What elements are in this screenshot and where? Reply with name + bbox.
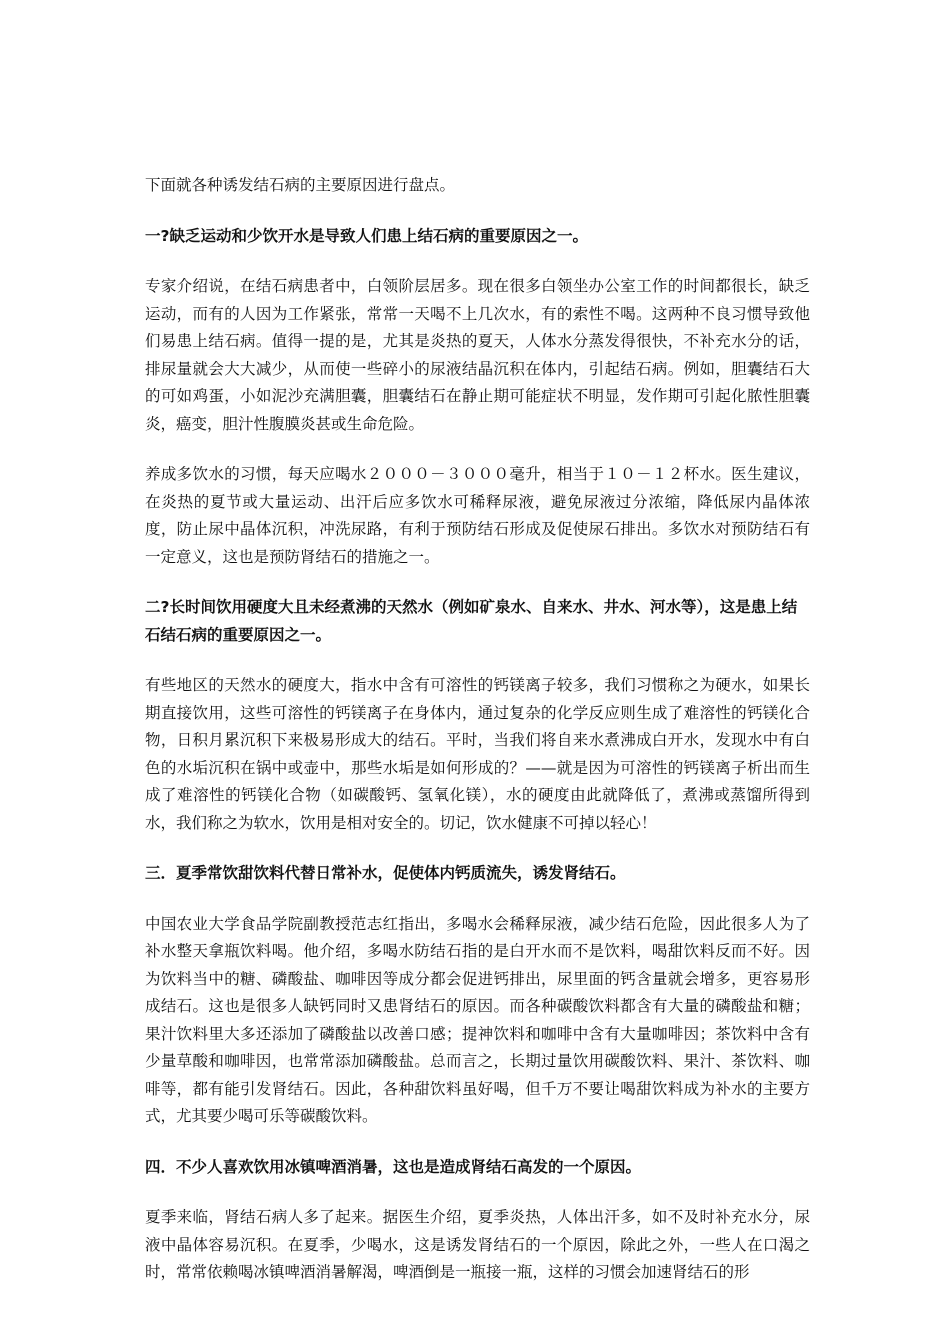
section-4-heading: 四．不少人喜欢饮用冰镇啤酒消暑，这也是造成肾结石高发的一个原因。 bbox=[145, 1157, 642, 1176]
section-4-paragraph-1: 夏季来临，肾结石病人多了起来。据医生介绍，夏季炎热，人体出汗多，如不及时补充水分，尿液中晶体容易沉积。在夏季，少喝水，这是诱发肾结石的一个原因，除此之外，一些人在口渴之时，常常依赖喝冰镇啤酒消暑解渴，啤酒倒是一瓶接一瓶，这样的习惯会加速肾结石的形 bbox=[145, 1208, 810, 1281]
intro-paragraph: 下面就各种诱发结石病的主要原因进行盘点。 bbox=[145, 176, 456, 194]
document-page bbox=[145, 172, 810, 1287]
section-1-paragraph-2: 养成多饮水的习惯，每天应喝水２０００－３０００毫升，相当于１０－１２杯水。医生建议，在炎热的夏节或大量运动、出汗后应多饮水可稀释尿液，避免尿液过分浓缩，降低尿内晶体浓度，防止尿中晶体沉积，冲洗尿路，有利于预防结石形成及促使尿石排出。多饮水对预防结石有一定意义，这也是预防肾结石的措施之一。 bbox=[145, 465, 810, 566]
section-2 bbox=[145, 594, 810, 860]
section-3-paragraph-1: 中国农业大学食品学院副教授范志红指出，多喝水会稀释尿液，减少结石危险，因此很多人为了补水整天拿瓶饮料喝。他介绍，多喝水防结石指的是白开水而不是饮料，喝甜饮料反而不好。因为饮料当中的糖、磷酸盐、咖啡因等成分都会促进钙排出，尿里面的钙含量就会增多，更容易形成结石。这也是很多人缺钙同时又患肾结石的原因。而各种碳酸饮料都含有大量的磷酸盐和糖；果汁饮料里大多还添加了磷酸盐以改善口感；提神饮料和咖啡中含有大量咖啡因；茶饮料中含有少量草酸和咖啡因，也常常添加磷酸盐。总而言之，长期过量饮用碳酸饮料、果汁、茶饮料、咖啡等，都有能引发肾结石。因此，各种甜饮料虽好喝，但千万不要让喝甜饮料成为补水的主要方式，尤其要少喝可乐等碳酸饮料。 bbox=[145, 914, 810, 1125]
section-1 bbox=[145, 223, 810, 595]
section-2-paragraph-1: 有些地区的天然水的硬度大，指水中含有可溶性的钙镁离子较多，我们习惯称之为硬水，如果长期直接饮用，这些可溶性的钙镁离子在身体内，通过复杂的化学反应则生成了难溶性的钙镁化合物，日积月累沉积下来极易形成大的结石。平时，当我们将自来水煮沸成白开水，发现水中有白色的水垢沉积在锅中或壶中，那些水垢是如何形成的？——就是因为可溶性的钙镁离子析出而生成了难溶性的钙镁化合物（如碳酸钙、氢氧化镁），水的硬度由此就降低了，煮沸或蒸馏所得到水，我们称之为软水，饮用是相对安全的。切记，饮水健康不可掉以轻心！ bbox=[145, 676, 810, 832]
section-1-heading: 一?缺乏运动和少饮开水是导致人们患上结石病的重要原因之一。 bbox=[145, 226, 588, 245]
section-3-heading: 三．夏季常饮甜饮料代替日常补水，促使体内钙质流失，诱发肾结石。 bbox=[145, 864, 626, 882]
section-1-paragraph-1: 专家介绍说，在结石病患者中，白领阶层居多。现在很多白领坐办公室工作的时间都很长，缺乏运动，而有的人因为工作紧张，常常一天喝不上几次水，有的索性不喝。这两种不良习惯导致他们易患上结石病。值得一提的是，尤其是炎热的夏天，人体水分蒸发得很快，不补充水分的话，排尿量就会大大减少，从而使一些碎小的尿液结晶沉积在体内，引起结石病。例如，胆囊结石大的可如鸡蛋，小如泥沙充满胆囊，胆囊结石在静止期可能症状不明显，发作期可引起化脓性胆囊炎，癌变，胆汁性腹膜炎甚或生命危险。 bbox=[145, 277, 810, 433]
section-3 bbox=[145, 860, 810, 1154]
section-2-heading: 二?长时间饮用硬度大且未经煮沸的天然水（例如矿泉水、自来水、井水、河水等），这是患上结石结石病的重要原因之一。 bbox=[145, 598, 798, 644]
section-4 bbox=[145, 1154, 810, 1287]
